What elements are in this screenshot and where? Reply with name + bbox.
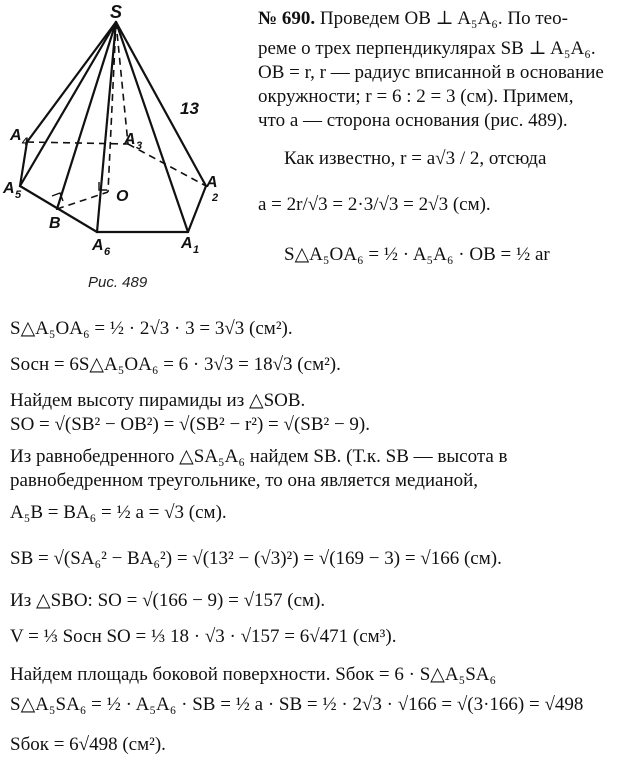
label-O: O	[116, 188, 129, 205]
text-line-13: Из равнобедренного △SA₅A₆ найдем SB. (Т.к. SB — высота в	[10, 446, 508, 467]
label-A2-sub: 2	[212, 192, 219, 204]
text-line-6: Как известно, r = a√3 / 2, отсюда	[284, 148, 547, 169]
text-line-4: окружности; r = 6 : 2 = 3 (см). Примем,	[258, 86, 574, 107]
text-line-2: реме о трех перпендикулярах SB ⊥ A₅A₆.	[258, 38, 596, 59]
figure-caption: Рис. 489	[88, 274, 148, 291]
formula-lateral-total: Sбок = 6√498 (см²).	[10, 734, 166, 755]
label-B: B	[49, 215, 61, 232]
problem-number: № 690.	[258, 8, 316, 29]
label-A4: A	[10, 127, 22, 144]
text-line-3: OB = r, r — радиус вписанной в основание	[258, 62, 604, 83]
text-line-1	[258, 8, 568, 30]
text-line-1-body: Проведем OB ⊥ A₅A₆. По тео-	[315, 8, 568, 29]
formula-so: SO = √(SB² − OB²) = √(SB² − r²) = √(SB² − 9).	[10, 414, 370, 435]
label-A5-sub: 5	[15, 189, 22, 201]
label-S: S	[110, 2, 123, 22]
formula-base-area: Sосн = 6S△A₅OA₆ = 6 · 3√3 = 18√3 (см²).	[10, 354, 341, 375]
label-A3-sub: 3	[136, 140, 143, 152]
text-find-height: Найдем высоту пирамиды из △SOB.	[10, 390, 306, 411]
label-A6-sub: 6	[104, 246, 111, 258]
formula-area-triangle: S△A₅OA₆ = ½ · A₅A₆ · OB = ½ ar	[284, 244, 550, 265]
label-edge-13: 13	[180, 99, 199, 118]
label-A4-sub: 4	[22, 136, 29, 148]
formula-volume: V = ⅓ Sосн SO = ⅓ 18 · √3 · √157 = 6√471 (см³).	[10, 626, 397, 647]
text-line-5: что a — сторона основания (рис. 489).	[258, 110, 568, 131]
formula-area-value: S△A₅OA₆ = ½ · 2√3 · 3 = 3√3 (см²).	[10, 318, 293, 339]
formula-so-value: Из △SBO: SO = √(166 − 9) = √157 (см).	[10, 590, 326, 611]
formula-a: a = 2r/√3 = 2·3/√3 = 2√3 (см).	[258, 194, 491, 215]
formula-lateral-face: S△A₅SA₆ = ½ · A₅A₆ · SB = ½ a · SB = ½ · 2√3 · √166 = √(3·166) = √498	[10, 694, 584, 715]
label-A6: A	[92, 237, 104, 254]
label-A2: A	[206, 174, 218, 191]
label-A1-sub: 1	[193, 244, 200, 256]
label-A1: A	[181, 235, 193, 252]
pyramid-figure	[0, 0, 260, 300]
formula-sb: SB = √(SA₆² − BA₆²) = √(13² − (√3)²) = √(169 − 3) = √166 (см).	[10, 548, 502, 569]
formula-a5b: A₅B = BA₆ = ½ a = √3 (см).	[10, 502, 227, 523]
label-A3: A	[124, 131, 136, 148]
text-line-14: равнобедренном треугольнике, то она является медианой,	[10, 470, 479, 491]
label-A5: A	[3, 180, 15, 197]
text-lateral-area: Найдем площадь боковой поверхности. Sбок = 6 · S△A₅SA₆	[10, 664, 497, 685]
